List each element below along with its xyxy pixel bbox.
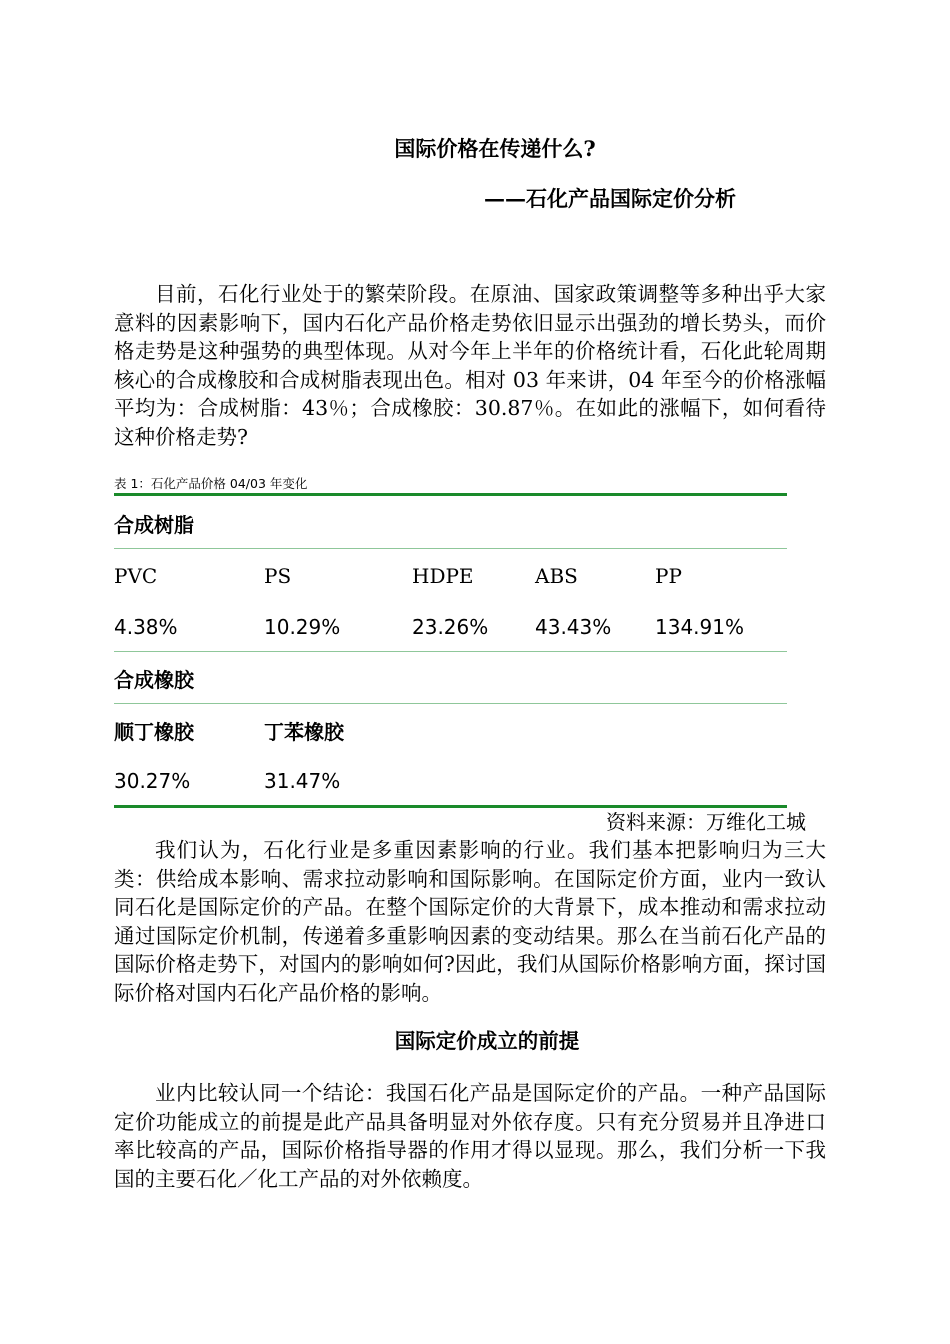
document-title: 国际价格在传递什么? [394,136,596,161]
value-cell: 10.29% [264,615,341,639]
table-top-rule [114,493,787,496]
table-rule [114,548,787,549]
table-caption: 表 1：石化产品价格 04/03 年变化 [114,476,308,491]
table-rule [114,651,787,652]
section-heading: 国际定价成立的前提 [394,1029,580,1053]
value-cell: 30.27% [114,769,191,793]
source-note: 资料来源：万维化工城 [606,810,806,834]
body-paragraph: 我们认为，石化行业是多重因素影响的行业。我们基本把影响归为三大类：供给成本影响、需求拉动影响和国际影响。在国际定价方面，业内一致认同石化是国际定价的产品。在整个国际定价的大背景下，成本推动和需求拉动通过国际定价机制，传递着多重影响因素的变动结果。那么在当前石化产品的国际价格走势下，对国内的影响如何?因此，我们从国际价格影响方面，探讨国际价格对国内石化产品价格的影响。 [114,838,826,1005]
header-cell: 丁苯橡胶 [264,720,344,744]
document-subtitle: ——石化产品国际定价分析 [484,186,736,211]
header-cell: PS [264,564,292,588]
value-cell: 134.91% [655,615,744,639]
group-label-rubber: 合成橡胶 [114,668,194,692]
table-rule [114,703,787,704]
body-paragraph: 业内比较认同一个结论：我国石化产品是国际定价的产品。一种产品国际定价功能成立的前提是此产品具备明显对外依存度。只有充分贸易并且净进口率比较高的产品，国际价格指导器的作用才得以显现。那么，我们分析一下我国的主要石化／化工产品的对外依赖度。 [114,1081,826,1191]
value-cell: 43.43% [535,615,612,639]
header-cell: PP [655,564,682,588]
header-cell: ABS [535,564,578,588]
group-label-resin: 合成树脂 [114,513,194,537]
header-cell: 顺丁橡胶 [114,720,194,744]
value-cell: 31.47% [264,769,341,793]
header-cell: PVC [114,564,158,588]
intro-paragraph: 目前，石化行业处于的繁荣阶段。在原油、国家政策调整等多种出乎大家意料的因素影响下，国内石化产品价格走势依旧显示出强劲的增长势头，而价格走势是这种强势的典型体现。从对今年上半年的价格统计看，石化此轮周期核心的合成橡胶和合成树脂表现出色。相对 03 年来讲，04 年至今的价格涨幅平均为：合成树脂：43％；合成橡胶：30.87％。在如此的涨幅下，如何看待这种价格走势? [114,282,826,449]
value-cell: 23.26% [412,615,489,639]
header-cell: HDPE [412,564,474,588]
value-cell: 4.38% [114,615,178,639]
